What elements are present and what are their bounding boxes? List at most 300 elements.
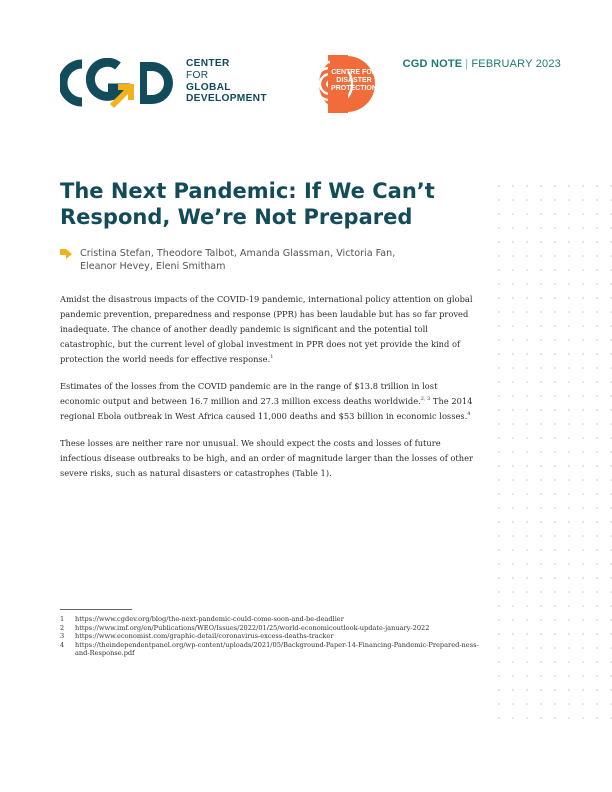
grid-dot — [582, 227, 584, 229]
wordmark-line: GLOBAL — [186, 81, 231, 93]
grid-dot — [526, 339, 528, 341]
grid-dot — [596, 535, 598, 537]
grid-dot — [582, 381, 584, 383]
grid-dot — [526, 185, 528, 187]
grid-dot — [526, 549, 528, 551]
grid-dot — [596, 675, 598, 677]
grid-dot — [568, 633, 570, 635]
grid-dot — [554, 591, 556, 593]
footnote-link[interactable]: https://theindependentpanel.org/wp-content/uploads/2021/05/Background-Paper-14-Financing-Pandemic-Prepared-ness-and-Response.pdf — [75, 640, 479, 658]
grid-dot — [568, 269, 570, 271]
grid-dot — [554, 507, 556, 509]
grid-dot — [540, 185, 542, 187]
grid-dot — [568, 563, 570, 565]
grid-dot — [596, 507, 598, 509]
grid-dot — [498, 451, 500, 453]
grid-dot — [582, 199, 584, 201]
note-label: CGD NOTE — [402, 58, 463, 70]
grid-dot — [526, 717, 528, 719]
grid-dot — [526, 703, 528, 705]
grid-dot — [596, 437, 598, 439]
grid-dot — [526, 199, 528, 201]
grid-dot — [582, 465, 584, 467]
grid-dot — [512, 689, 514, 691]
author-line: Eleanor Hevey, Eleni Smitham — [80, 261, 226, 272]
grid-dot — [498, 353, 500, 355]
grid-dot — [512, 563, 514, 565]
grid-dot — [582, 717, 584, 719]
grid-dot — [596, 605, 598, 607]
grid-dot — [568, 255, 570, 257]
footnote-link[interactable]: https://www.economist.com/graphic-detail/coronavirus-excess-deaths-tracker — [75, 632, 334, 641]
grid-dot — [540, 451, 542, 453]
grid-dot — [498, 591, 500, 593]
grid-dot — [554, 241, 556, 243]
grid-dot — [596, 297, 598, 299]
cgd-wordmark — [186, 58, 267, 105]
grid-dot — [526, 493, 528, 495]
grid-dot — [540, 521, 542, 523]
grid-dot — [512, 227, 514, 229]
grid-dot — [540, 381, 542, 383]
grid-dot — [582, 647, 584, 649]
grid-dot — [568, 521, 570, 523]
grid-dot — [568, 227, 570, 229]
grid-dot — [512, 507, 514, 509]
footnote-ref: 1 — [270, 354, 274, 361]
grid-dot — [568, 185, 570, 187]
footnote — [60, 641, 480, 658]
author-line: Cristina Stefan, Theodore Talbot, Amanda Glassman, Victoria Fan, — [80, 248, 396, 259]
grid-dot — [554, 353, 556, 355]
grid-dot — [554, 367, 556, 369]
grid-dot — [582, 269, 584, 271]
grid-dot — [554, 451, 556, 453]
grid-dot — [512, 521, 514, 523]
grid-dot — [540, 689, 542, 691]
grid-dot — [554, 185, 556, 187]
grid-dot — [526, 465, 528, 467]
wordmark-line: DEVELOPMENT — [186, 93, 267, 105]
grid-dot — [568, 465, 570, 467]
cdp-line: PROTECTION — [331, 85, 377, 93]
grid-dot — [568, 689, 570, 691]
grid-dot — [554, 423, 556, 425]
grid-dot — [526, 507, 528, 509]
grid-dot — [526, 325, 528, 327]
grid-dot — [512, 325, 514, 327]
grid-dot — [596, 689, 598, 691]
grid-dot — [582, 563, 584, 565]
grid-dot — [526, 311, 528, 313]
grid-dot — [498, 619, 500, 621]
grid-dot — [540, 577, 542, 579]
grid-dot — [568, 619, 570, 621]
grid-dot — [582, 395, 584, 397]
grid-dot — [526, 675, 528, 677]
grid-dot — [582, 521, 584, 523]
wordmark-line: CENTER — [186, 58, 230, 69]
grid-dot — [568, 409, 570, 411]
grid-dot — [596, 381, 598, 383]
grid-dot — [512, 675, 514, 677]
grid-dot — [596, 241, 598, 243]
grid-dot — [498, 311, 500, 313]
grid-dot — [526, 577, 528, 579]
grid-dot — [582, 339, 584, 341]
grid-dot — [582, 255, 584, 257]
grid-dot — [554, 479, 556, 481]
footnote — [60, 624, 480, 633]
body-text — [60, 292, 480, 493]
decorative-dot-grid — [495, 182, 612, 722]
page-title: The Next Pandemic: If We Can’t Respond, We’re Not Prepared — [60, 179, 435, 229]
grid-dot — [540, 325, 542, 327]
grid-dot — [554, 521, 556, 523]
grid-dot — [582, 661, 584, 663]
grid-dot — [554, 717, 556, 719]
grid-dot — [582, 619, 584, 621]
footnote-number: 2 — [60, 623, 65, 632]
grid-dot — [498, 563, 500, 565]
grid-dot — [568, 199, 570, 201]
grid-dot — [540, 633, 542, 635]
grid-dot — [582, 507, 584, 509]
grid-dot — [596, 647, 598, 649]
grid-dot — [540, 661, 542, 663]
grid-dot — [540, 255, 542, 257]
grid-dot — [498, 255, 500, 257]
grid-dot — [568, 381, 570, 383]
grid-dot — [596, 395, 598, 397]
footnote-ref: 2, 3 — [420, 396, 431, 403]
grid-dot — [498, 241, 500, 243]
grid-dot — [582, 185, 584, 187]
footnote-number: 1 — [60, 615, 65, 623]
grid-dot — [526, 591, 528, 593]
grid-dot — [554, 297, 556, 299]
paragraph — [60, 292, 480, 367]
grid-dot — [554, 213, 556, 215]
grid-dot — [526, 605, 528, 607]
grid-dot — [498, 409, 500, 411]
grid-dot — [554, 577, 556, 579]
grid-dot — [498, 549, 500, 551]
grid-dot — [498, 717, 500, 719]
grid-dot — [512, 353, 514, 355]
grid-dot — [540, 227, 542, 229]
grid-dot — [540, 563, 542, 565]
grid-dot — [526, 409, 528, 411]
grid-dot — [596, 255, 598, 257]
grid-dot — [498, 675, 500, 677]
footnotes — [60, 615, 480, 658]
grid-dot — [526, 381, 528, 383]
grid-dot — [582, 479, 584, 481]
grid-dot — [526, 241, 528, 243]
grid-dot — [596, 479, 598, 481]
grid-dot — [512, 185, 514, 187]
grid-dot — [554, 227, 556, 229]
grid-dot — [540, 297, 542, 299]
grid-dot — [540, 241, 542, 243]
grid-dot — [526, 619, 528, 621]
grid-dot — [582, 311, 584, 313]
grid-dot — [568, 647, 570, 649]
grid-dot — [540, 507, 542, 509]
grid-dot — [512, 479, 514, 481]
grid-dot — [498, 577, 500, 579]
grid-dot — [526, 255, 528, 257]
grid-dot — [554, 409, 556, 411]
grid-dot — [512, 199, 514, 201]
grid-dot — [582, 549, 584, 551]
paragraph — [60, 436, 480, 481]
grid-dot — [554, 199, 556, 201]
grid-dot — [582, 213, 584, 215]
grid-dot — [498, 367, 500, 369]
grid-dot — [526, 367, 528, 369]
grid-dot — [568, 353, 570, 355]
grid-dot — [526, 437, 528, 439]
grid-dot — [512, 591, 514, 593]
grid-dot — [554, 563, 556, 565]
grid-dot — [498, 437, 500, 439]
grid-dot — [554, 465, 556, 467]
grid-dot — [568, 339, 570, 341]
paragraph-text: Estimates of the losses from the COVID pandemic are in the range of $13.8 trillion in lost economic output and between 16.7 million and 27.3 million excess deaths worldwide. — [60, 381, 438, 406]
grid-dot — [596, 367, 598, 369]
grid-dot — [568, 535, 570, 537]
grid-dot — [554, 381, 556, 383]
grid-dot — [596, 227, 598, 229]
grid-dot — [582, 437, 584, 439]
grid-dot — [540, 367, 542, 369]
grid-dot — [498, 689, 500, 691]
grid-dot — [582, 605, 584, 607]
grid-dot — [582, 577, 584, 579]
grid-dot — [596, 521, 598, 523]
note-header — [403, 58, 561, 70]
grid-dot — [568, 493, 570, 495]
grid-dot — [498, 535, 500, 537]
grid-dot — [512, 423, 514, 425]
grid-dot — [568, 507, 570, 509]
grid-dot — [582, 675, 584, 677]
grid-dot — [526, 297, 528, 299]
grid-dot — [512, 465, 514, 467]
grid-dot — [596, 311, 598, 313]
grid-dot — [540, 269, 542, 271]
footnote-link[interactable]: https://www.imf.org/en/Publications/WEO/Issues/2022/01/25/world-economicoutlook-update-january-2022 — [75, 623, 430, 632]
grid-dot — [568, 577, 570, 579]
grid-dot — [568, 661, 570, 663]
grid-dot — [498, 479, 500, 481]
grid-dot — [582, 423, 584, 425]
grid-dot — [498, 395, 500, 397]
grid-dot — [582, 325, 584, 327]
grid-dot — [526, 661, 528, 663]
grid-dot — [512, 703, 514, 705]
grid-dot — [498, 227, 500, 229]
footnote — [60, 632, 480, 641]
grid-dot — [498, 605, 500, 607]
grid-dot — [526, 227, 528, 229]
grid-dot — [540, 619, 542, 621]
footnote — [60, 615, 480, 624]
grid-dot — [526, 213, 528, 215]
grid-dot — [568, 675, 570, 677]
grid-dot — [596, 633, 598, 635]
grid-dot — [554, 493, 556, 495]
grid-dot — [596, 717, 598, 719]
grid-dot — [498, 199, 500, 201]
paragraph — [60, 379, 480, 424]
grid-dot — [568, 423, 570, 425]
grid-dot — [582, 535, 584, 537]
grid-dot — [582, 703, 584, 705]
grid-dot — [582, 297, 584, 299]
grid-dot — [554, 535, 556, 537]
grid-dot — [596, 283, 598, 285]
grid-dot — [596, 185, 598, 187]
grid-dot — [568, 325, 570, 327]
grid-dot — [512, 451, 514, 453]
author-list — [80, 247, 400, 273]
footnote-ref: 4 — [467, 411, 471, 418]
grid-dot — [540, 549, 542, 551]
grid-dot — [498, 325, 500, 327]
grid-dot — [568, 451, 570, 453]
grid-dot — [596, 465, 598, 467]
grid-dot — [596, 577, 598, 579]
grid-dot — [596, 703, 598, 705]
grid-dot — [512, 717, 514, 719]
grid-dot — [554, 437, 556, 439]
grid-dot — [498, 213, 500, 215]
grid-dot — [582, 283, 584, 285]
cdp-line: DISASTER — [336, 77, 372, 85]
grid-dot — [540, 199, 542, 201]
grid-dot — [526, 395, 528, 397]
grid-dot — [568, 213, 570, 215]
footnote-divider — [60, 609, 132, 610]
grid-dot — [568, 311, 570, 313]
grid-dot — [540, 437, 542, 439]
grid-dot — [582, 451, 584, 453]
grid-dot — [498, 423, 500, 425]
grid-dot — [498, 507, 500, 509]
grid-dot — [596, 563, 598, 565]
grid-dot — [526, 535, 528, 537]
grid-dot — [540, 703, 542, 705]
grid-dot — [540, 283, 542, 285]
paragraph-text: The 2014 regional Ebola outbreak in West Africa caused 11,000 deaths and $53 billion in economic losses. — [60, 396, 473, 421]
grid-dot — [540, 675, 542, 677]
footnote-number: 3 — [60, 632, 65, 641]
grid-dot — [512, 661, 514, 663]
grid-dot — [596, 353, 598, 355]
grid-dot — [540, 353, 542, 355]
grid-dot — [596, 549, 598, 551]
cgd-logo — [60, 58, 175, 108]
grid-dot — [582, 367, 584, 369]
grid-dot — [512, 255, 514, 257]
grid-dot — [526, 521, 528, 523]
grid-dot — [596, 213, 598, 215]
paragraph-text: These losses are neither rare nor unusual. We should expect the costs and losses of future infectious disease outbreaks to be high, and an order of magnitude larger than the losses of other severe risks, such as natural disasters or catastrophes (Table 1). — [60, 438, 473, 478]
grid-dot — [568, 591, 570, 593]
note-date: FEBRUARY 2023 — [471, 58, 561, 70]
grid-dot — [582, 633, 584, 635]
grid-dot — [596, 409, 598, 411]
grid-dot — [554, 689, 556, 691]
grid-dot — [512, 367, 514, 369]
grid-dot — [554, 703, 556, 705]
grid-dot — [596, 591, 598, 593]
grid-dot — [582, 241, 584, 243]
grid-dot — [568, 549, 570, 551]
grid-dot — [512, 297, 514, 299]
grid-dot — [540, 409, 542, 411]
grid-dot — [540, 423, 542, 425]
grid-dot — [512, 619, 514, 621]
grid-dot — [554, 619, 556, 621]
footnote-link[interactable]: https://www.cgdev.org/blog/the-next-pandemic-could-come-soon-and-be-deadlier — [75, 615, 344, 623]
grid-dot — [568, 297, 570, 299]
grid-dot — [596, 423, 598, 425]
grid-dot — [554, 395, 556, 397]
grid-dot — [554, 605, 556, 607]
grid-dot — [582, 409, 584, 411]
grid-dot — [568, 367, 570, 369]
grid-dot — [526, 283, 528, 285]
grid-dot — [526, 451, 528, 453]
grid-dot — [554, 255, 556, 257]
grid-dot — [568, 283, 570, 285]
grid-dot — [596, 325, 598, 327]
grid-dot — [596, 451, 598, 453]
grid-dot — [540, 465, 542, 467]
grid-dot — [554, 283, 556, 285]
grid-dot — [554, 549, 556, 551]
grid-dot — [498, 521, 500, 523]
grid-dot — [568, 717, 570, 719]
grid-dot — [568, 605, 570, 607]
grid-dot — [498, 493, 500, 495]
grid-dot — [596, 619, 598, 621]
note-separator: | — [465, 58, 469, 70]
grid-dot — [540, 591, 542, 593]
grid-dot — [540, 479, 542, 481]
grid-dot — [554, 675, 556, 677]
grid-dot — [540, 493, 542, 495]
grid-dot — [498, 283, 500, 285]
grid-dot — [498, 185, 500, 187]
grid-dot — [554, 339, 556, 341]
grid-dot — [526, 647, 528, 649]
paragraph-text: Amidst the disastrous impacts of the COVID-19 pandemic, international policy attention on global pandemic prevention, preparedness and response (PPR) has been laudable but has so far proved inadequate. The chance of another deadly pandemic is significant and the potential toll catastrophic, but the current level of global investment in PPR does not yet provide the kind of protection the world needs for effective response. — [60, 294, 473, 364]
grid-dot — [540, 647, 542, 649]
grid-dot — [568, 437, 570, 439]
grid-dot — [512, 395, 514, 397]
grid-dot — [582, 353, 584, 355]
grid-dot — [540, 605, 542, 607]
grid-dot — [512, 647, 514, 649]
cdp-line: CENTRE FOR — [331, 69, 377, 76]
grid-dot — [498, 633, 500, 635]
grid-dot — [596, 199, 598, 201]
